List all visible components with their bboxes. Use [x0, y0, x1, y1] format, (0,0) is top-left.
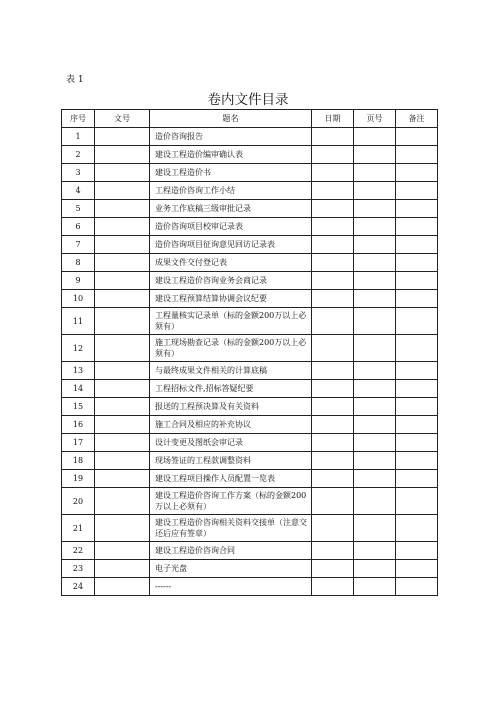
row-title: 造价咨询项目征询意见回访记录表 — [150, 236, 312, 254]
row-date — [312, 146, 354, 164]
table-row — [62, 560, 438, 578]
row-page — [354, 236, 396, 254]
row-date — [312, 434, 354, 452]
row-number: 23 — [62, 560, 95, 578]
row-remarks — [396, 335, 438, 362]
row-doc-no — [95, 164, 150, 182]
row-number: 22 — [62, 542, 95, 560]
table-row — [62, 380, 438, 398]
row-page — [354, 362, 396, 380]
document-title: 卷内文件目录 — [207, 92, 289, 108]
row-doc-no — [95, 560, 150, 578]
table-row — [62, 335, 438, 362]
table-row — [62, 542, 438, 560]
header-no: 序号 — [62, 110, 95, 128]
row-title: 建设工程项目操作人员配置一览表 — [150, 470, 312, 488]
row-doc-no — [95, 254, 150, 272]
row-number: 11 — [62, 308, 95, 335]
row-page — [354, 380, 396, 398]
table-row — [62, 146, 438, 164]
row-title: 造价咨询项目校审记录表 — [150, 218, 312, 236]
row-title: 建设工程预算结算协调会议纪要 — [150, 290, 312, 308]
row-date — [312, 254, 354, 272]
row-date — [312, 164, 354, 182]
row-page — [354, 254, 396, 272]
row-remarks — [396, 452, 438, 470]
row-page — [354, 200, 396, 218]
row-title: 建设工程造价咨询合同 — [150, 542, 312, 560]
row-doc-no — [95, 236, 150, 254]
row-doc-no — [95, 128, 150, 146]
row-doc-no — [95, 452, 150, 470]
row-number: 2 — [62, 146, 95, 164]
row-title: 建设工程造价咨询相关资料交接单（注意交还后应有签章） — [150, 515, 312, 542]
row-page — [354, 182, 396, 200]
row-remarks — [396, 362, 438, 380]
row-number: 15 — [62, 398, 95, 416]
row-doc-no — [95, 308, 150, 335]
table-row — [62, 470, 438, 488]
row-date — [312, 380, 354, 398]
row-number: 5 — [62, 200, 95, 218]
row-remarks — [396, 164, 438, 182]
row-page — [354, 542, 396, 560]
row-number: 21 — [62, 515, 95, 542]
row-date — [312, 398, 354, 416]
row-date — [312, 272, 354, 290]
row-date — [312, 128, 354, 146]
row-page — [354, 398, 396, 416]
row-title: 电子光盘 — [150, 560, 312, 578]
table-row — [62, 416, 438, 434]
row-remarks — [396, 515, 438, 542]
row-number: 6 — [62, 218, 95, 236]
row-remarks — [396, 182, 438, 200]
row-remarks — [396, 308, 438, 335]
row-number: 8 — [62, 254, 95, 272]
row-page — [354, 452, 396, 470]
table-row — [62, 254, 438, 272]
row-date — [312, 362, 354, 380]
row-date — [312, 200, 354, 218]
table-row — [62, 578, 438, 596]
row-number: 19 — [62, 470, 95, 488]
row-title: 施工合同及相应的补充协议 — [150, 416, 312, 434]
row-title: 建设工程造价书 — [150, 164, 312, 182]
row-date — [312, 515, 354, 542]
row-title: 成果文件交付登记表 — [150, 254, 312, 272]
row-doc-no — [95, 380, 150, 398]
row-title: 工程造价咨询工作小结 — [150, 182, 312, 200]
row-date — [312, 560, 354, 578]
table-row — [62, 362, 438, 380]
row-title: 建设工程造价咨询业务会商记录 — [150, 272, 312, 290]
row-date — [312, 542, 354, 560]
row-doc-no — [95, 182, 150, 200]
row-doc-no — [95, 272, 150, 290]
table-row — [62, 452, 438, 470]
row-doc-no — [95, 488, 150, 515]
row-remarks — [396, 416, 438, 434]
table-row — [62, 488, 438, 515]
table-row — [62, 164, 438, 182]
table-label: 表 1 — [66, 75, 84, 85]
row-number: 3 — [62, 164, 95, 182]
row-page — [354, 218, 396, 236]
row-number: 18 — [62, 452, 95, 470]
row-title: 工程招标文件,招标答疑纪要 — [150, 380, 312, 398]
row-title: 报送的工程预决算及有关资料 — [150, 398, 312, 416]
row-date — [312, 335, 354, 362]
table-row — [62, 515, 438, 542]
row-doc-no — [95, 362, 150, 380]
row-page — [354, 488, 396, 515]
row-number: 1 — [62, 128, 95, 146]
table-row — [62, 272, 438, 290]
row-doc-no — [95, 542, 150, 560]
row-date — [312, 308, 354, 335]
header-date: 日期 — [312, 110, 354, 128]
row-date — [312, 452, 354, 470]
row-doc-no — [95, 335, 150, 362]
header-page: 页号 — [354, 110, 396, 128]
row-number: 7 — [62, 236, 95, 254]
row-page — [354, 470, 396, 488]
row-page — [354, 515, 396, 542]
table-header-row — [62, 110, 438, 128]
row-page — [354, 578, 396, 596]
table-row — [62, 236, 438, 254]
row-remarks — [396, 200, 438, 218]
row-doc-no — [95, 146, 150, 164]
row-number: 14 — [62, 380, 95, 398]
row-title: 现场签证的工程款调整资料 — [150, 452, 312, 470]
table-row — [62, 434, 438, 452]
header-remarks: 备注 — [396, 110, 438, 128]
row-remarks — [396, 236, 438, 254]
table-row — [62, 398, 438, 416]
row-number: 17 — [62, 434, 95, 452]
row-remarks — [396, 542, 438, 560]
row-remarks — [396, 254, 438, 272]
row-doc-no — [95, 398, 150, 416]
row-page — [354, 146, 396, 164]
row-date — [312, 470, 354, 488]
row-number: 9 — [62, 272, 95, 290]
row-date — [312, 290, 354, 308]
row-title: 设计变更及图纸会审记录 — [150, 434, 312, 452]
row-date — [312, 488, 354, 515]
row-title: 建设工程造价咨询工作方案（标的金额200万以上必须有） — [150, 488, 312, 515]
row-remarks — [396, 290, 438, 308]
row-page — [354, 308, 396, 335]
table-row — [62, 218, 438, 236]
row-doc-no — [95, 218, 150, 236]
table-row — [62, 308, 438, 335]
row-remarks — [396, 146, 438, 164]
row-date — [312, 218, 354, 236]
row-doc-no — [95, 200, 150, 218]
row-remarks — [396, 434, 438, 452]
row-page — [354, 560, 396, 578]
row-title: 建设工程造价编审确认表 — [150, 146, 312, 164]
row-doc-no — [95, 578, 150, 596]
table-row — [62, 290, 438, 308]
row-title: 造价咨询报告 — [150, 128, 312, 146]
row-remarks — [396, 218, 438, 236]
row-title: 施工现场勘查记录（标的金额200万以上必须有） — [150, 335, 312, 362]
row-page — [354, 416, 396, 434]
row-title: 工程量核实记录单（标的金额200万以上必须有） — [150, 308, 312, 335]
row-title: ------ — [150, 578, 312, 596]
row-date — [312, 236, 354, 254]
row-number: 24 — [62, 578, 95, 596]
row-remarks — [396, 560, 438, 578]
row-remarks — [396, 578, 438, 596]
row-number: 10 — [62, 290, 95, 308]
row-number: 4 — [62, 182, 95, 200]
row-remarks — [396, 272, 438, 290]
row-doc-no — [95, 470, 150, 488]
header-doc-no: 文号 — [95, 110, 150, 128]
row-doc-no — [95, 290, 150, 308]
row-number: 12 — [62, 335, 95, 362]
row-number: 16 — [62, 416, 95, 434]
row-remarks — [396, 380, 438, 398]
row-date — [312, 416, 354, 434]
row-page — [354, 128, 396, 146]
file-catalog-table — [61, 109, 438, 596]
row-doc-no — [95, 515, 150, 542]
table-row — [62, 182, 438, 200]
row-number: 13 — [62, 362, 95, 380]
row-title: 与最终成果文件相关的计算底稿 — [150, 362, 312, 380]
row-page — [354, 272, 396, 290]
row-date — [312, 182, 354, 200]
row-page — [354, 335, 396, 362]
table-row — [62, 128, 438, 146]
row-number: 20 — [62, 488, 95, 515]
row-date — [312, 578, 354, 596]
row-remarks — [396, 128, 438, 146]
row-remarks — [396, 398, 438, 416]
table-row — [62, 200, 438, 218]
row-doc-no — [95, 434, 150, 452]
row-remarks — [396, 470, 438, 488]
row-page — [354, 434, 396, 452]
row-page — [354, 164, 396, 182]
row-doc-no — [95, 416, 150, 434]
row-title: 业务工作底稿三级审批记录 — [150, 200, 312, 218]
row-page — [354, 290, 396, 308]
row-remarks — [396, 488, 438, 515]
header-title: 题名 — [150, 110, 312, 128]
